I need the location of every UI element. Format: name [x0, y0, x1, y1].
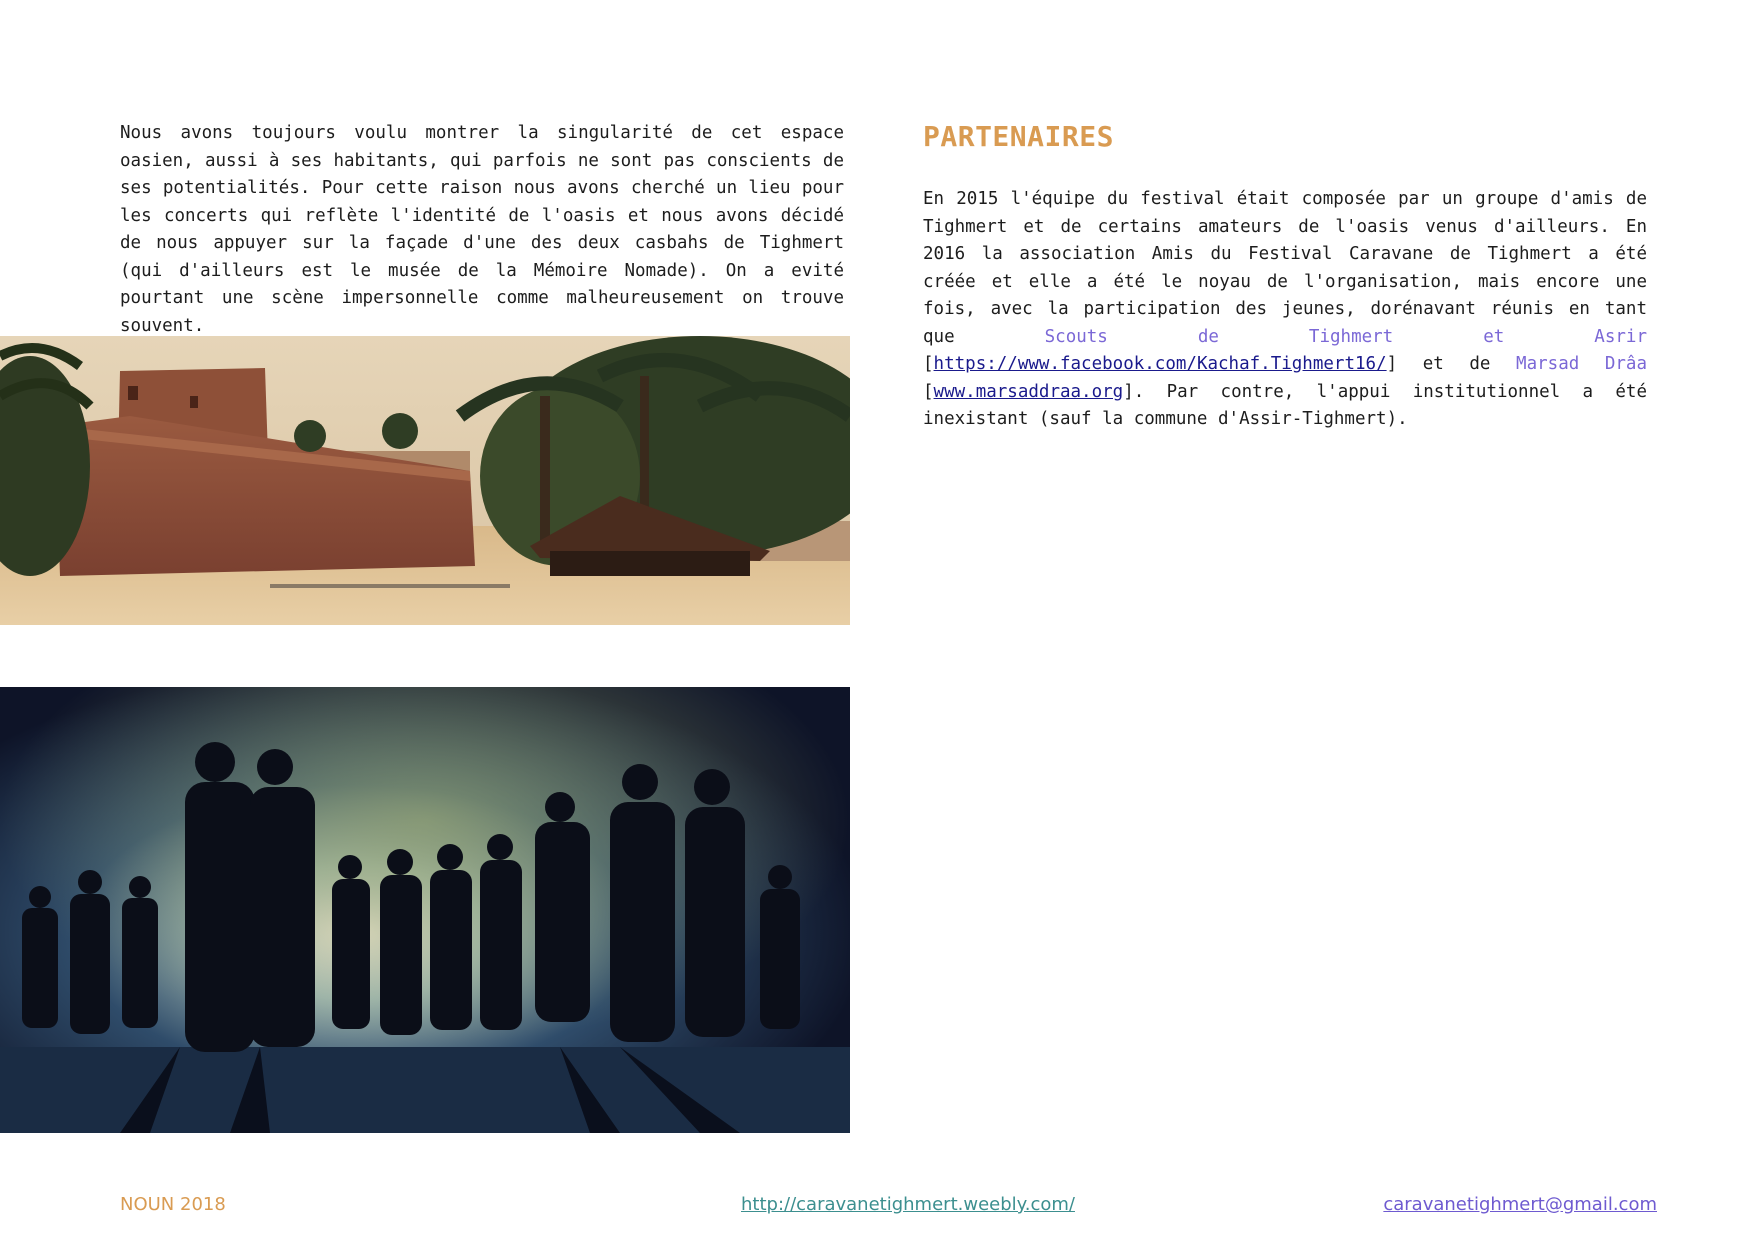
footer-email-link[interactable]: caravanetighmert@gmail.com — [1383, 1194, 1657, 1215]
bracket-open-2: [ — [923, 381, 934, 402]
marsad-link[interactable]: www.marsaddraa.org — [933, 381, 1124, 402]
bracket-open-1: [ — [923, 354, 934, 374]
scouts-name: Scouts de Tighmert et Asrir — [1044, 326, 1647, 347]
casbah-photo — [0, 336, 850, 625]
partners-paragraph — [923, 186, 1647, 434]
concert-image — [0, 687, 850, 1133]
intro-paragraph: Nous avons toujours voulu montrer la singularité de cet espace oasien, aussi à ses habitants, qui parfois ne sont pas conscients de ses potentialités. Pour cette raison nous avons cherché un lieu pour les concerts qui reflète l'identité de l'oasis et nous avons décidé de nous appuyer sur la façade d'une des deux casbahs de Tighmert (qui d'ailleurs est le musée de la Mémoire Nomade). On a evité pourtant une scène impersonnelle comme malheureusement on trouve souvent. — [120, 123, 844, 336]
facebook-link[interactable]: https://www.facebook.com/Kachaf.Tighmert16/ — [933, 354, 1387, 374]
footer-noun: NOUN 2018 — [120, 1194, 226, 1215]
marsad-name: Marsad Drâa — [1516, 354, 1647, 374]
casbah-image — [0, 336, 850, 625]
concert-photo — [0, 687, 850, 1133]
footer-website-link[interactable]: http://caravanetighmert.weebly.com/ — [741, 1194, 1075, 1215]
partners-text-3: ]. Par contre, l'appui institutionnel a été inexistant (sauf la commune d'Assir-Tighmert). — [923, 381, 1647, 429]
partners-heading: PARTENAIRES — [923, 120, 1114, 153]
partners-text-1: En 2015 l'équipe du festival était composée par un groupe d'amis de Tighmert et de certains amateurs de l'oasis venus d'ailleurs. En 2016 la association Amis du Festival Caravane de Tighmert a été créée et elle a été le noyau de l'organisation, mais encore une fois, avec la participation des jeunes, dorénavant réunis en tant que — [923, 189, 1647, 347]
partners-text-2: ] et de — [1386, 354, 1517, 374]
